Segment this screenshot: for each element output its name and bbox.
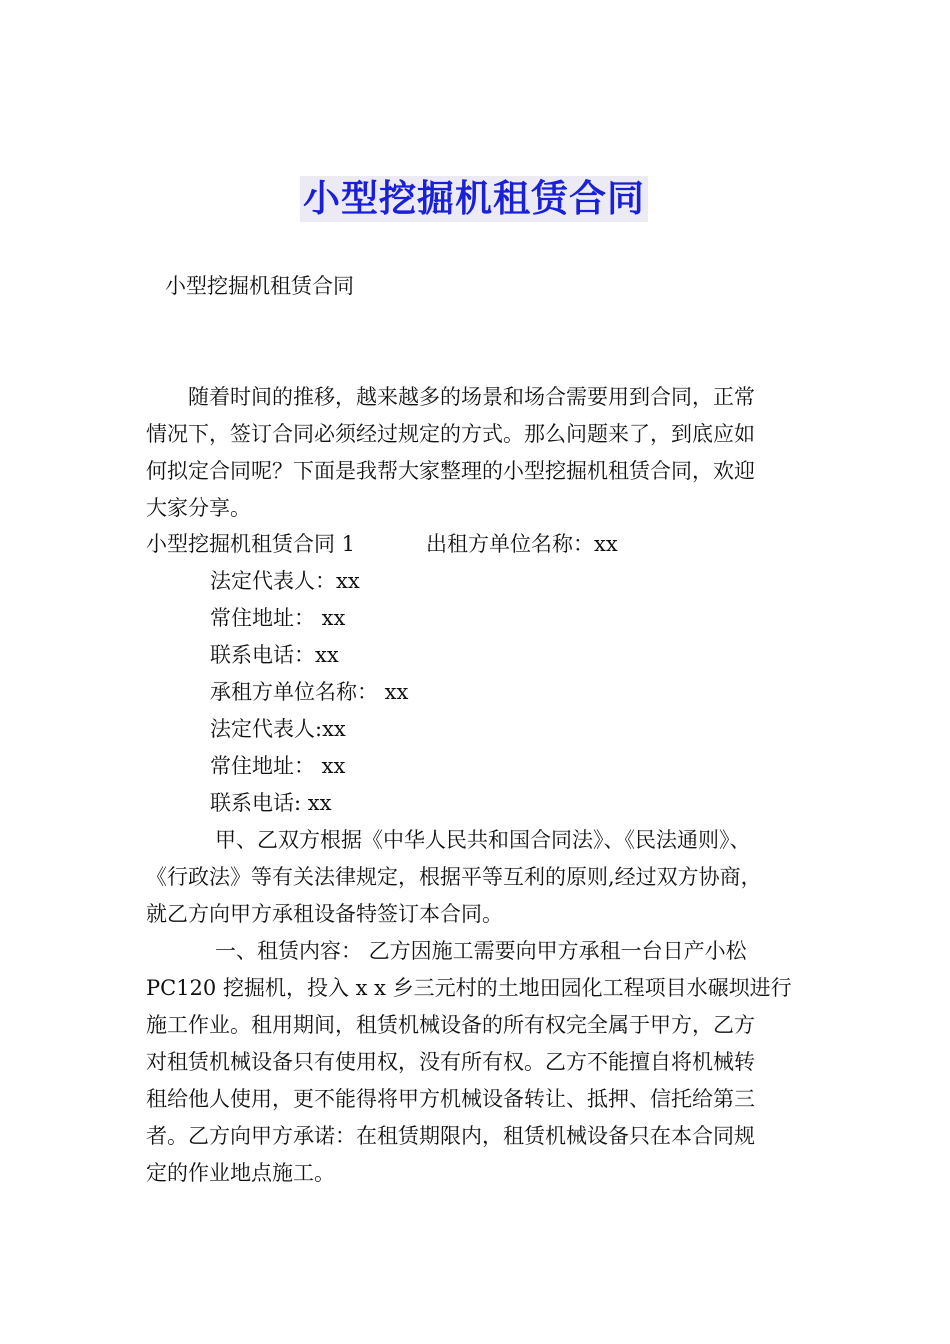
clause-line: 一、租赁内容： 乙方因施工需要向甲方承租一台日产小松	[215, 939, 747, 963]
lessee-rep: 法定代表人:xx	[210, 717, 346, 741]
intro-line: 随着时间的推移，越来越多的场景和场合需要用到合同，正常	[188, 385, 755, 409]
lessee-address: 常住地址： xx	[210, 754, 346, 778]
intro-line: 大家分享。	[146, 496, 251, 520]
clause-line: 施工作业。租用期间，租赁机械设备的所有权完全属于甲方，乙方	[146, 1013, 755, 1037]
clause-line: 定的作业地点施工。	[146, 1161, 335, 1185]
lessor-name: 出租方单位名称：xx	[426, 532, 618, 556]
lessor-phone: 联系电话：xx	[210, 643, 339, 667]
clause-line: 者。乙方向甲方承诺：在租赁期限内，租赁机械设备只在本合同规	[146, 1124, 755, 1148]
intro-line: 何拟定合同呢？下面是我帮大家整理的小型挖掘机租赁合同，欢迎	[146, 459, 755, 483]
clause-line: 租给他人使用，更不能得将甲方机械设备转让、抵押、信托给第三	[146, 1087, 755, 1111]
section-heading: 小型挖掘机租赁合同 1	[146, 532, 356, 556]
lessee-name: 承租方单位名称： xx	[210, 680, 409, 704]
clause-line: 对租赁机械设备只有使用权，没有所有权。乙方不能擅自将机械转	[146, 1050, 755, 1074]
basis-line: 就乙方向甲方承租设备特签订本合同。	[146, 902, 503, 926]
clause-line: PC120 挖掘机，投入 x x 乡三元村的土地田园化工程项目水碾坝进行	[146, 976, 792, 1000]
basis-line: 《行政法》等有关法律规定，根据平等互利的原则,经过双方协商，	[146, 865, 762, 889]
subtitle: 小型挖掘机租赁合同	[165, 274, 354, 298]
basis-line: 甲、乙双方根据《中华人民共和国合同法》、《民法通则》、	[215, 828, 751, 852]
document-title: 小型挖掘机租赁合同	[300, 176, 648, 222]
intro-line: 情况下，签订合同必须经过规定的方式。那么问题来了，到底应如	[146, 422, 755, 446]
lessor-rep: 法定代表人：xx	[210, 569, 360, 593]
lessor-address: 常住地址： xx	[210, 606, 346, 630]
lessee-phone: 联系电话: xx	[210, 791, 332, 815]
